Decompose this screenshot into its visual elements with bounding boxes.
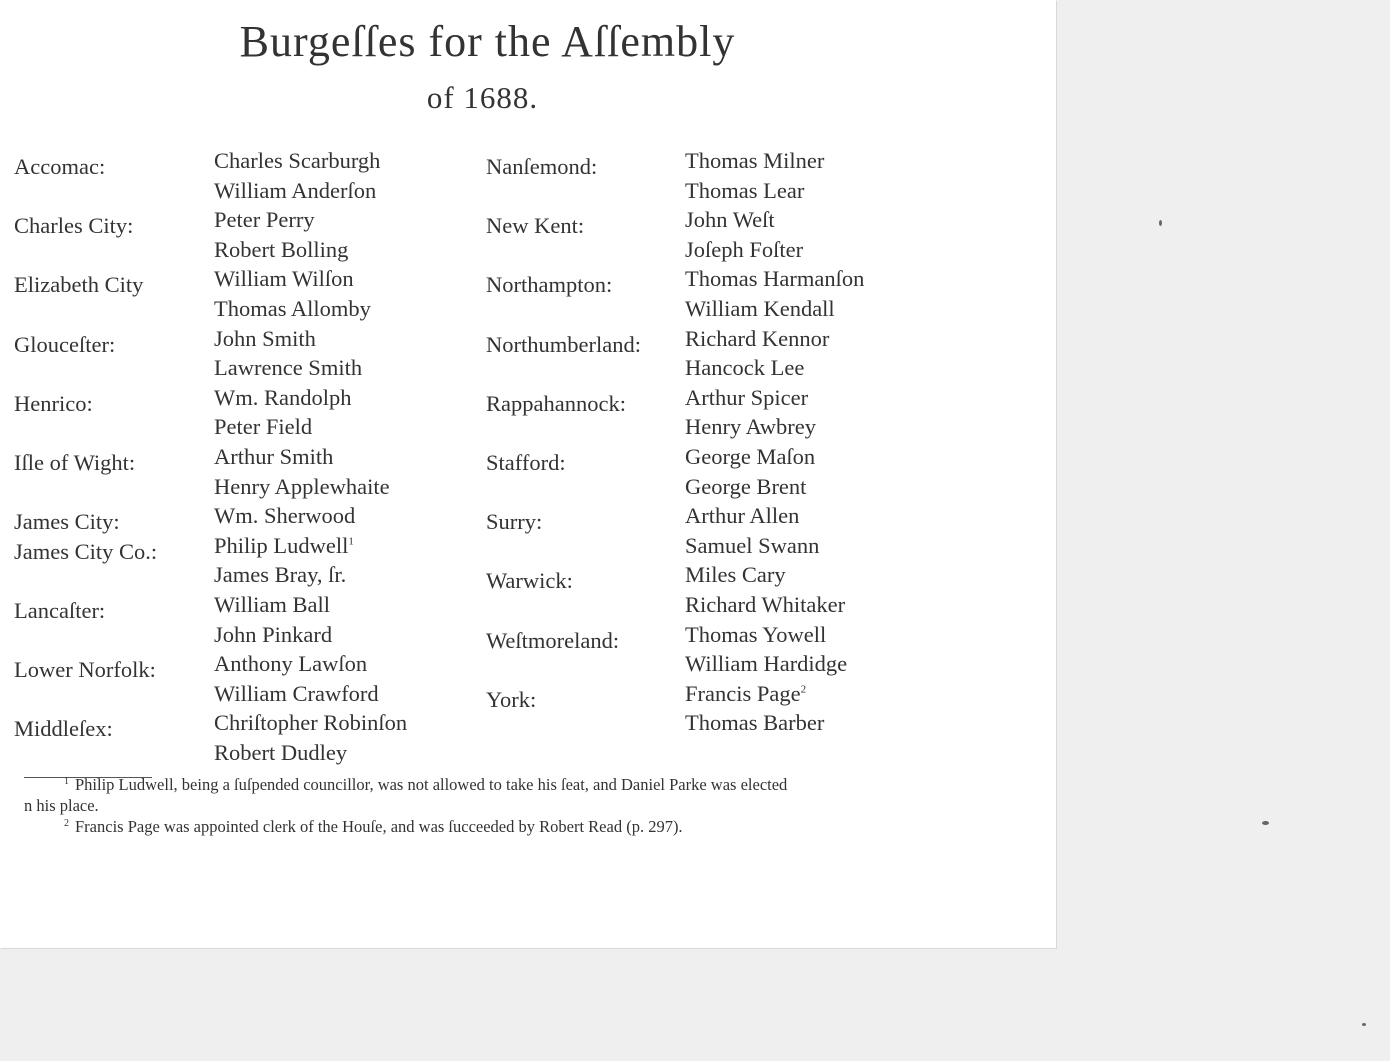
- burgess-name-row: [214, 531, 407, 561]
- county-label: Glouceſter:: [14, 331, 116, 357]
- burgess-name-row: [685, 649, 864, 679]
- burgess-name: Henry Awbrey: [685, 414, 817, 440]
- county-entry: [486, 501, 864, 560]
- page-subtitle: of 1688.: [426, 80, 539, 115]
- scan-speck: [1159, 220, 1162, 226]
- burgess-list: [214, 146, 407, 205]
- burgess-name: Thomas Lear: [685, 177, 805, 203]
- burgess-name-row: [214, 442, 407, 472]
- county-label: James City Co.:: [14, 538, 158, 564]
- right-county-column: [486, 146, 864, 738]
- county-entry: [486, 383, 864, 442]
- burgess-name-row: [214, 560, 407, 590]
- county-entry: [14, 383, 407, 442]
- burgess-name-row: [214, 176, 407, 206]
- burgess-name-row: [685, 412, 864, 442]
- burgess-name: William Hardidge: [685, 651, 848, 677]
- county-label: Stafford:: [486, 449, 566, 475]
- burgess-name: Robert Bolling: [214, 236, 349, 262]
- county-entry: [14, 146, 407, 205]
- footnotes: [24, 774, 974, 837]
- county-entry: [14, 324, 407, 383]
- footnote-reference: 2: [800, 683, 807, 696]
- burgess-name: Samuel Swann: [685, 532, 820, 558]
- burgess-name: Lawrence Smith: [214, 355, 363, 381]
- burgess-list: [685, 679, 864, 738]
- county-entry: [486, 560, 864, 619]
- burgess-name: Thomas Yowell: [685, 621, 827, 647]
- county-label: Lower Norfolk:: [14, 657, 156, 683]
- burgess-list: [685, 560, 864, 619]
- burgess-name-row: [685, 442, 864, 472]
- burgess-name: William Crawford: [214, 680, 379, 706]
- county-entry: [486, 679, 864, 738]
- footnote-2: [24, 816, 974, 837]
- footnote-2-mark: 2: [64, 817, 69, 829]
- burgess-list: [214, 531, 407, 590]
- county-label: Weſtmoreland:: [486, 627, 620, 653]
- burgess-name-row: [214, 294, 407, 324]
- county-label: Lancaſter:: [14, 597, 106, 623]
- left-county-column: [14, 146, 407, 767]
- burgess-list: [214, 442, 407, 501]
- county-label: James City:: [14, 509, 120, 535]
- burgess-name-row: [214, 590, 407, 620]
- burgess-name-row: [685, 353, 864, 383]
- burgess-name-row: [214, 383, 407, 413]
- burgess-name: Richard Kennor: [685, 325, 830, 351]
- county-label: Nanſemond:: [486, 154, 598, 179]
- burgess-list: [214, 264, 407, 323]
- burgess-name-row: [214, 412, 407, 442]
- burgess-name: George Maſon: [685, 443, 816, 469]
- burgess-name: Thomas Milner: [685, 148, 825, 173]
- burgess-name: Henry Applewhaite: [214, 473, 390, 499]
- county-entry: [14, 590, 407, 649]
- burgess-list: [214, 649, 407, 708]
- burgess-name: Robert Dudley: [214, 739, 348, 765]
- burgess-name-row: [685, 472, 864, 502]
- burgess-name: Richard Whitaker: [685, 591, 846, 617]
- burgess-name: William Ball: [214, 591, 330, 617]
- burgess-name: William Anderſon: [214, 177, 377, 203]
- burgess-list: [685, 442, 864, 501]
- county-label: Northampton:: [486, 272, 613, 298]
- footnote-2-text: Francis Page was appointed clerk of the Houſe, and was ſucceeded by Robert Read (p. 297).: [75, 817, 683, 836]
- burgess-list: [685, 205, 864, 264]
- burgess-name: Joſeph Foſter: [685, 236, 804, 262]
- burgess-name: Peter Field: [214, 414, 313, 440]
- burgess-name: Wm. Sherwood: [214, 503, 356, 529]
- county-entry: [486, 442, 864, 501]
- burgess-name-row: [685, 264, 864, 294]
- county-label: Warwick:: [486, 568, 573, 594]
- county-label: Northumberland:: [486, 331, 641, 357]
- county-label: York:: [486, 686, 537, 712]
- county-label: Middleſex:: [14, 716, 113, 742]
- county-entry: [14, 708, 407, 767]
- burgess-name: Chriſtopher Robinſon: [214, 710, 408, 736]
- burgess-name: Philip Ludwell: [214, 532, 349, 558]
- burgess-name: Thomas Allomby: [214, 295, 371, 321]
- burgess-list: [685, 383, 864, 442]
- burgess-list: [214, 324, 407, 383]
- burgess-name-row: [214, 679, 407, 709]
- burgess-name: Anthony Lawſon: [214, 651, 368, 677]
- burgess-name-row: [685, 294, 864, 324]
- burgess-name-row: [214, 738, 407, 768]
- burgess-name-row: [685, 235, 864, 265]
- burgess-name: Miles Cary: [685, 562, 786, 588]
- page-title: Burgeſſes for the Aſſembly: [239, 17, 736, 66]
- footnote-1-text: Philip Ludwell, being a ſuſpended councillor, was not allowed to take his ſeat, and Daniel Parke was elected: [75, 775, 788, 794]
- burgess-name-row: [685, 560, 864, 590]
- burgess-name-row: [214, 146, 407, 176]
- county-label: Iſle of Wight:: [14, 449, 136, 475]
- county-entry: [14, 501, 407, 535]
- burgess-name-row: [685, 531, 864, 561]
- burgess-name-row: [685, 176, 864, 206]
- burgess-list: [685, 264, 864, 323]
- burgess-name-row: [214, 205, 407, 235]
- burgess-list: [214, 501, 407, 531]
- footnote-1-continued: n his place.: [24, 796, 99, 815]
- county-label: Elizabeth City: [14, 272, 144, 298]
- burgess-list: [214, 590, 407, 649]
- burgess-name: Arthur Allen: [685, 503, 800, 529]
- burgess-name-row: [685, 205, 864, 235]
- burgess-list: [214, 205, 407, 264]
- footnote-1: [24, 774, 974, 795]
- burgess-name: John Smith: [214, 325, 316, 351]
- scan-speck: [1362, 1023, 1366, 1026]
- county-entry: [14, 531, 407, 590]
- burgess-name: John Pinkard: [214, 621, 333, 647]
- burgess-name-row: [214, 472, 407, 502]
- burgess-list: [214, 383, 407, 442]
- burgess-name-row: [214, 649, 407, 679]
- burgess-name-row: [214, 353, 407, 383]
- county-entry: [14, 205, 407, 264]
- county-label: Rappahannock:: [486, 390, 626, 416]
- burgess-name-row: [214, 324, 407, 354]
- burgess-name: George Brent: [685, 473, 807, 499]
- footnote-1-mark: 1: [64, 775, 69, 787]
- burgess-name: Francis Page: [685, 680, 801, 706]
- burgess-name-row: [214, 501, 407, 531]
- burgess-name-row: [214, 708, 407, 738]
- county-label: Accomac:: [14, 154, 106, 179]
- burgess-name-row: [685, 708, 864, 738]
- burgess-name: Thomas Barber: [685, 710, 825, 736]
- county-entry: [486, 146, 864, 205]
- county-entry: [486, 264, 864, 323]
- burgess-name-row: [685, 590, 864, 620]
- county-label: Charles City:: [14, 213, 134, 239]
- burgess-list: [214, 708, 407, 767]
- county-entry: [14, 442, 407, 501]
- burgess-name: Arthur Spicer: [685, 384, 809, 410]
- scan-speck: [1262, 821, 1269, 825]
- county-entry: [14, 264, 407, 323]
- burgess-name-row: [685, 146, 864, 176]
- county-entry: [14, 649, 407, 708]
- burgess-name: William Kendall: [685, 295, 835, 321]
- burgess-name: Thomas Harmanſon: [685, 266, 865, 292]
- burgess-name: Peter Perry: [214, 207, 315, 233]
- county-label: New Kent:: [486, 213, 585, 239]
- burgess-name-row: [214, 264, 407, 294]
- burgess-name: Arthur Smith: [214, 443, 334, 469]
- burgess-list: [685, 146, 864, 205]
- burgess-name: Wm. Randolph: [214, 384, 352, 410]
- footnote-reference: 1: [348, 535, 354, 548]
- burgess-name: Hancock Lee: [685, 355, 805, 381]
- burgess-name-row: [214, 620, 407, 650]
- burgess-name: William Wilſon: [214, 266, 354, 292]
- county-entry: [486, 205, 864, 264]
- burgess-name-row: [685, 324, 864, 354]
- burgess-list: [685, 324, 864, 383]
- burgess-list: [685, 620, 864, 679]
- county-entry: [486, 620, 864, 679]
- burgess-name-row: [685, 679, 864, 709]
- county-entry: [486, 324, 864, 383]
- county-label: Surry:: [486, 509, 543, 535]
- burgess-name-row: [214, 235, 407, 265]
- county-label: Henrico:: [14, 390, 93, 416]
- burgess-name-row: [685, 383, 864, 413]
- burgess-list: [685, 501, 864, 560]
- burgess-name: John Weſt: [685, 207, 775, 233]
- burgess-name: James Bray, ſr.: [214, 562, 347, 588]
- burgess-name-row: [685, 620, 864, 650]
- burgess-name-row: [685, 501, 864, 531]
- burgess-name: Charles Scarburgh: [214, 148, 381, 173]
